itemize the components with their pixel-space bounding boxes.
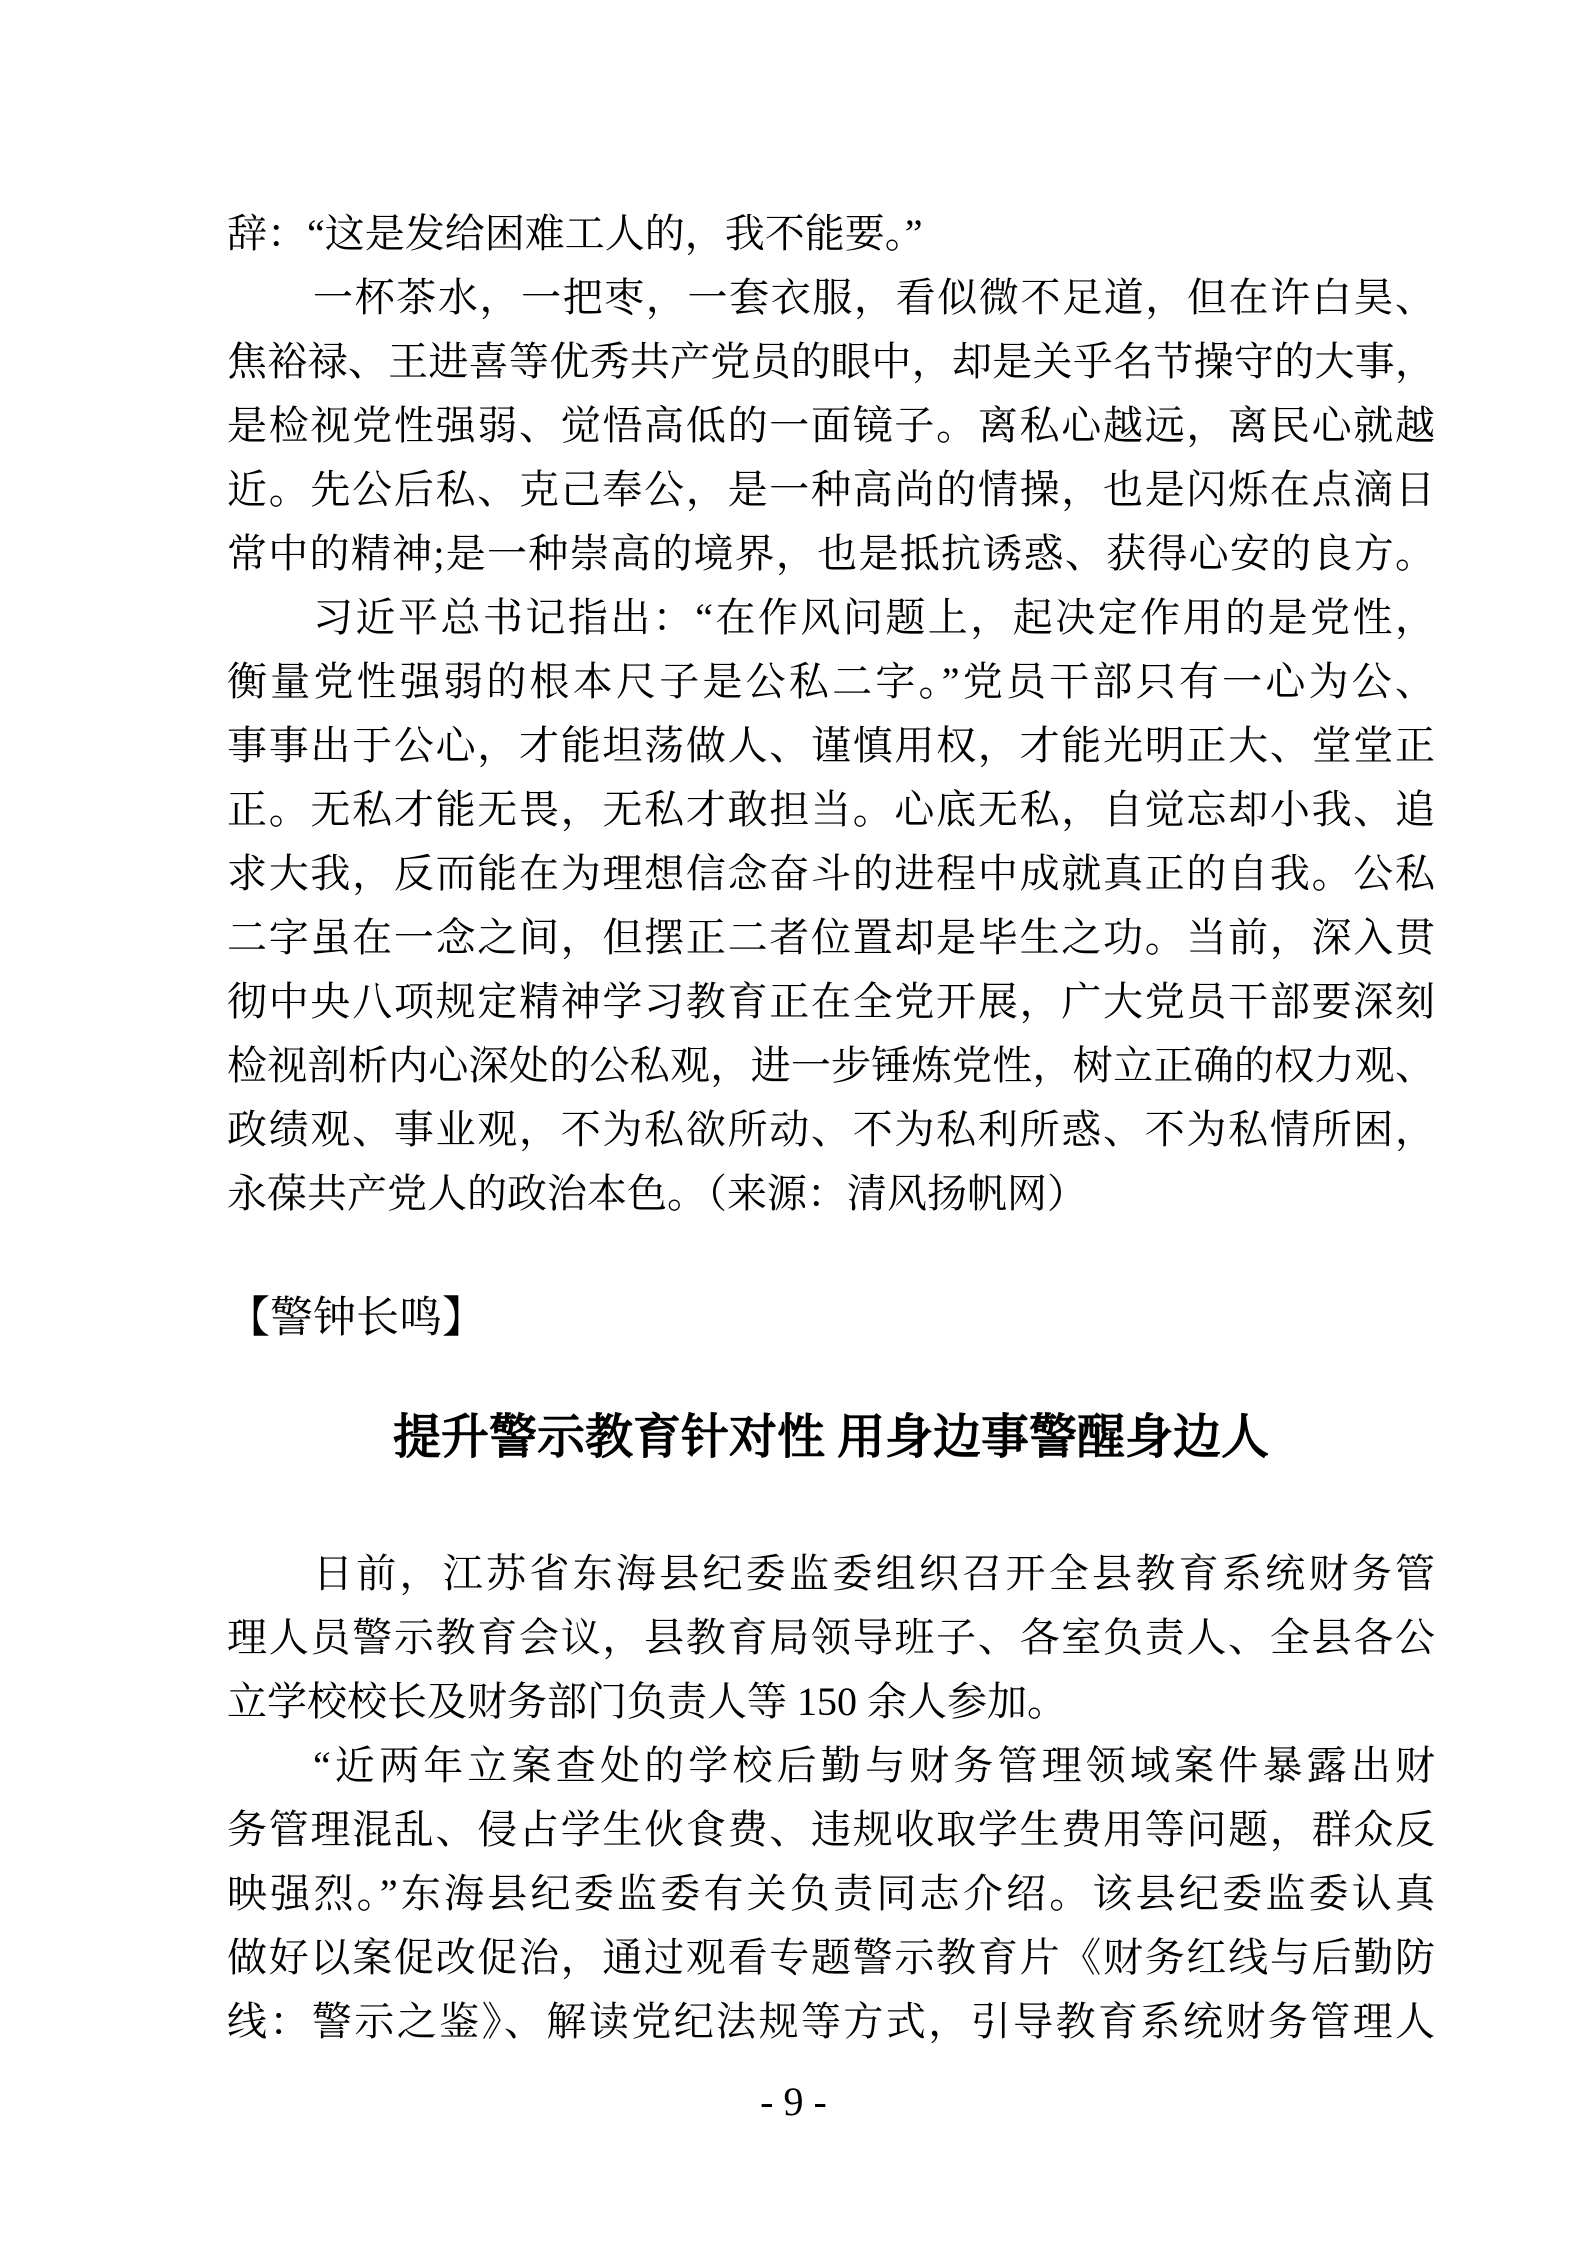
page-number: - 9 -: [760, 2079, 827, 2124]
body-line: 衡量党性强弱的根本尺子是公私二字。”党员干部只有一心为公、: [227, 659, 1435, 704]
body-line: 二字虽在一念之间，但摆正二者位置却是毕生之功。当前，深入贯: [227, 915, 1435, 960]
body-line: 永葆共产党人的政治本色。（来源：清风扬帆网）: [227, 1171, 1087, 1216]
body-text-upper: [227, 202, 1435, 1226]
body-line: 常中的精神;是一种崇高的境界，也是抵抗诱惑、获得心安的良方。: [227, 531, 1435, 576]
body-line: 日前，江苏省东海县纪委监委组织召开全县教育系统财务管: [313, 1551, 1435, 1596]
body-line: 检视剖析内心深处的公私观，进一步锤炼党性，树立正确的权力观、: [227, 1043, 1435, 1088]
body-line: 做好以案促改促治，通过观看专题警示教育片《财务红线与后勤防: [227, 1935, 1435, 1980]
body-line: 映强烈。”东海县纪委监委有关负责同志介绍。该县纪委监委认真: [227, 1871, 1435, 1916]
body-line: 求大我，反而能在为理想信念奋斗的进程中成就真正的自我。公私: [227, 851, 1435, 896]
body-line: 正。无私才能无畏，无私才敢担当。心底无私，自觉忘却小我、追: [227, 787, 1435, 832]
section-heading: 【警钟长鸣】: [227, 1295, 485, 1342]
body-line: 政绩观、事业观，不为私欲所动、不为私利所惑、不为私情所困，: [227, 1107, 1435, 1152]
body-text-lower: [227, 1542, 1435, 2054]
body-line: 习近平总书记指出：“在作风问题上，起决定作用的是党性，: [313, 595, 1435, 640]
body-line: 线：警示之鉴》、解读党纪法规等方式，引导教育系统财务管理人: [227, 1999, 1435, 2044]
body-line: 立学校校长及财务部门负责人等 150 余人参加。: [227, 1679, 1067, 1724]
body-line: 事事出于公心，才能坦荡做人、谨慎用权，才能光明正大、堂堂正: [227, 723, 1435, 768]
paragraph-refuse: [227, 202, 1435, 266]
paragraph-xi-quote: [227, 586, 1435, 1226]
body-line: “近两年立案查处的学校后勤与财务管理领域案件暴露出财: [313, 1743, 1435, 1788]
body-line: 彻中央八项规定精神学习教育正在全党开展，广大党员干部要深刻: [227, 979, 1435, 1024]
paragraph-cases: [227, 1734, 1435, 2054]
paragraph-small-things: [227, 266, 1435, 586]
body-line: 是检视党性强弱、觉悟高低的一面镜子。离私心越远，离民心就越: [227, 403, 1435, 448]
body-line: 一杯茶水，一把枣，一套衣服，看似微不足道，但在许白昊、: [313, 275, 1435, 320]
body-line: 理人员警示教育会议，县教育局领导班子、各室负责人、全县各公: [227, 1615, 1435, 1660]
body-line: 务管理混乱、侵占学生伙食费、违规收取学生费用等问题，群众反: [227, 1807, 1435, 1852]
body-line: 辞：“这是发给困难工人的，我不能要。”: [227, 211, 923, 256]
article-title: 提升警示教育针对性 用身边事警醒身边人: [392, 1411, 1269, 1464]
paragraph-meeting: [227, 1542, 1435, 1734]
body-line: 焦裕禄、王进喜等优秀共产党员的眼中，却是关乎名节操守的大事，: [227, 339, 1435, 384]
body-line: 近。先公后私、克己奉公，是一种高尚的情操，也是闪烁在点滴日: [227, 467, 1435, 512]
